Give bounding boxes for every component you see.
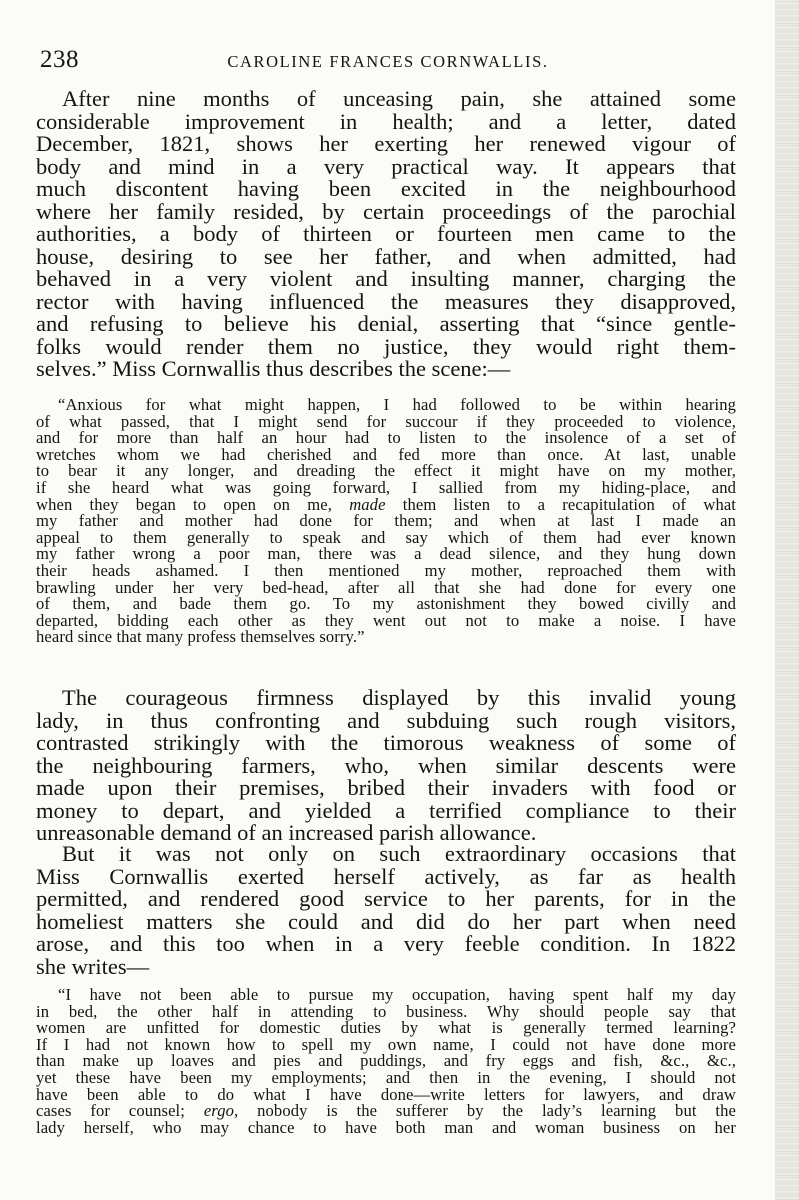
quote-line: If I had not known how to spell my own name, I could not have done more — [36, 1034, 736, 1054]
quote-line: than make up loaves and pies and puddings, and fry eggs and fish, &c., &c., — [36, 1051, 736, 1071]
block-quote-occupation — [36, 987, 736, 1136]
text-line: selves.” Miss Cornwallis thus describes the scene:— — [36, 356, 511, 381]
quote-line: lady herself, who may chance to have both man and woman business on her — [36, 1117, 736, 1137]
text-line: lady, in thus confronting and subduing such rough visitors, — [36, 707, 736, 733]
quote-fragment: nobody is the sufferer by the lady’s learning but the — [257, 1101, 736, 1121]
text-line: folks would render them no justice, they would right them- — [36, 333, 736, 359]
text-line: and refusing to believe his denial, asserting that “since gentle- — [36, 311, 736, 336]
quote-line: “I have not been able to pursue my occupation, having spent half my day — [58, 985, 736, 1004]
text-line: body and mind in a very practical way. It appears that — [36, 153, 736, 179]
paragraph-after-nine-months — [36, 88, 736, 381]
text-line: After nine months of unceasing pain, she attained some — [62, 86, 736, 111]
quote-fragment: when they began to open on me, — [36, 494, 332, 514]
quote-line: appeal to them generally to speak and say which of them had ever known — [36, 527, 736, 547]
quote-line: my father wrong a poor man, there was a dead silence, and they hung down — [36, 544, 736, 564]
quote-fragment: them listen to a recapitulation of what — [402, 494, 737, 514]
text-line: behaved in a very violent and insulting manner, charging the — [36, 266, 736, 291]
block-quote-anxious — [36, 397, 736, 646]
quote-line: if she heard what was going forward, I sallied from my hiding-place, and — [36, 477, 736, 497]
quote-line: my father and mother had done for them; and when at last I made an — [36, 511, 736, 531]
quote-line: heard since that many profess themselves sorry.” — [36, 627, 365, 647]
text-line: permitted, and rendered good service to her parents, for in the — [36, 886, 736, 911]
text-line: considerable improvement in health; and a letter, dated — [36, 108, 736, 134]
text-line: December, 1821, shows her exerting her renewed vigour of — [36, 131, 736, 156]
emphasis-ergo: ergo, — [203, 1101, 239, 1121]
text-line: rector with having influenced the measures they disapproved, — [36, 288, 736, 314]
text-line: Miss Cornwallis exerted herself actively, as far as health — [36, 863, 736, 889]
quote-line: have been able to do what I have done—write letters for lawyers, and draw — [36, 1084, 736, 1104]
quote-line: “Anxious for what might happen, I had followed to be within hearing — [58, 395, 736, 414]
text-line: house, desiring to see her father, and when admitted, had — [36, 243, 736, 269]
quote-fragment: cases for counsel; — [36, 1101, 185, 1121]
quote-line: of them, and bade them go. To my astonishment they bowed civilly and — [36, 594, 736, 614]
quote-line: brawling under her very bed-head, after all that she had done for every one — [36, 577, 736, 597]
text-line: she writes— — [36, 953, 150, 979]
quote-line: of what passed, that I might send for succour if they proceeded to violence, — [36, 411, 736, 431]
quote-line: in bed, the other half in attending to business. Why should people say that — [36, 1001, 736, 1021]
text-line: much discontent having been excited in the neighbourhood — [36, 176, 736, 201]
text-line: The courageous firmness displayed by this invalid young — [62, 685, 736, 710]
paragraph-courageous-firmness — [36, 687, 736, 845]
page-edge-shadow — [775, 0, 799, 1200]
quote-line: women are unfitted for domestic duties by what is generally termed learning? — [36, 1018, 736, 1038]
quote-line: yet these have been my employments; and then in the evening, I should not — [36, 1067, 736, 1087]
text-line: authorities, a body of thirteen or fourteen men came to the — [36, 221, 736, 246]
text-line: unreasonable demand of an increased parish allowance. — [36, 820, 537, 845]
running-title-text: CAROLINE FRANCES CORNWALLIS. — [227, 52, 549, 71]
paragraph-not-only — [36, 843, 736, 978]
quote-line: to bear it any longer, and dreading the effect it might have on my mother, — [36, 461, 736, 481]
text-line: contrasted strikingly with the timorous weakness of some of — [36, 730, 736, 755]
text-line: homeliest matters she could and did do her part when need — [36, 908, 736, 934]
text-line: arose, and this too when in a very feeble condition. In 1822 — [36, 931, 736, 956]
text-line: money to depart, and yielded a terrified compliance to their — [36, 797, 736, 823]
text-line: But it was not only on such extraordinary occasions that — [62, 841, 736, 866]
page-header — [40, 46, 736, 76]
text-line: the neighbouring farmers, who, when similar descents were — [36, 752, 736, 778]
running-title — [40, 52, 736, 72]
quote-line: their heads ashamed. I then mentioned my mother, reproached them with — [36, 560, 736, 580]
quote-line: departed, bidding each other as they went out not to make a noise. I have — [36, 610, 736, 630]
quote-line: and for more than half an hour had to listen to the insolence of a set of — [36, 428, 736, 448]
quote-line: wretches whom we had cherished and fed more than once. At last, unable — [36, 444, 736, 464]
emphasis-made: made — [349, 494, 386, 514]
text-line: where her family resided, by certain proceedings of the parochial — [36, 198, 736, 224]
page-number: 238 — [40, 46, 79, 73]
text-line: made upon their premises, bribed their invaders with food or — [36, 775, 736, 800]
